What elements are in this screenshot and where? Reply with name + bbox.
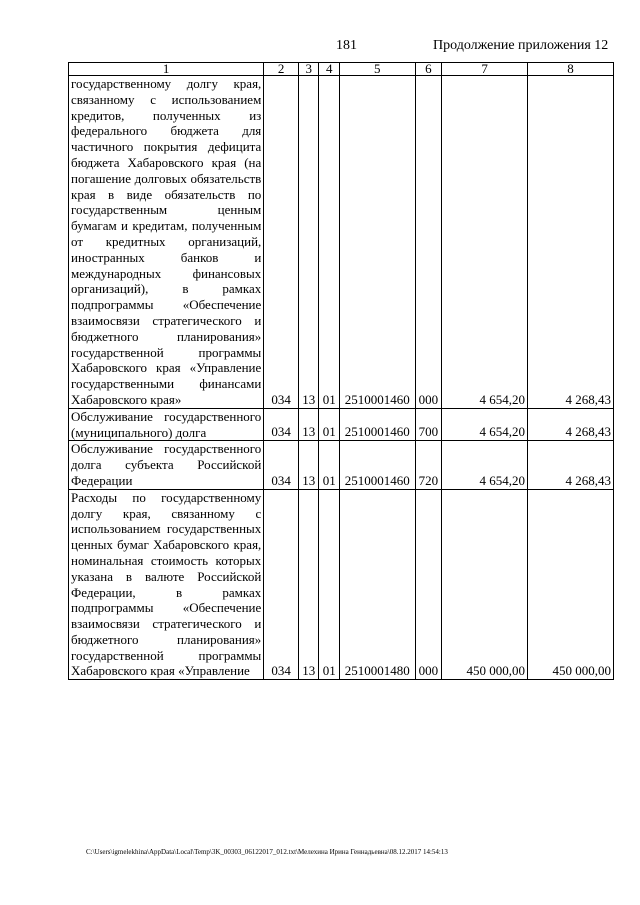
column-header-1: 1 [69,63,264,76]
row-description: Обслуживание государственного долга субъекта Российской Федерации [69,441,264,489]
row-grbs: 034 [264,76,299,409]
file-path-footer: C:\Users\igmelekhina\AppData\Local\Temp\3K_00303_06122017_012.txt\Мелехина Ирина Геннадьевна\08.12.2017 14:54:13 [86,848,448,856]
row-sum-planned: 4 654,20 [442,76,528,409]
row-sum-actual: 4 268,43 [528,441,614,489]
row-sum-actual: 4 268,43 [528,76,614,409]
row-description: Расходы по государственному долгу края, связанному с использованием государственных ценных бумаг Хабаровского края, номинальная стоимость которых указана в валюте Российской Федерации, в рамках подпрограммы «Обеспечение взаимосвязи стратегического и бюджетного планирования» государственной программы Хабаровского края «Управление [69,489,264,680]
row-pr: 01 [319,441,339,489]
row-rz: 13 [299,441,319,489]
column-header-5: 5 [339,63,415,76]
column-header-4: 4 [319,63,339,76]
table-header [69,63,614,76]
row-rz: 13 [299,489,319,680]
row-sum-planned: 450 000,00 [442,489,528,680]
row-rz: 13 [299,408,319,441]
row-description: Обслуживание государственного (муниципального) долга [69,408,264,441]
row-pr: 01 [319,408,339,441]
row-csr: 2510001460 [339,408,415,441]
row-csr: 2510001460 [339,76,415,409]
row-rz: 13 [299,76,319,409]
row-sum-actual: 4 268,43 [528,408,614,441]
row-pr: 01 [319,76,339,409]
row-grbs: 034 [264,408,299,441]
row-sum-planned: 4 654,20 [442,441,528,489]
row-sum-actual: 450 000,00 [528,489,614,680]
row-pr: 01 [319,489,339,680]
table-row [69,76,614,409]
page-number: 181 [336,38,357,53]
column-header-6: 6 [415,63,442,76]
row-vr: 000 [415,489,442,680]
row-sum-planned: 4 654,20 [442,408,528,441]
row-vr: 000 [415,76,442,409]
header-row [69,63,614,76]
row-grbs: 034 [264,441,299,489]
row-csr: 2510001460 [339,441,415,489]
column-header-7: 7 [442,63,528,76]
row-description: государственному долгу края, связанному с использованием кредитов, полученных из федерального бюджета для частичного покрытия дефицита бюджета Хабаровского края (на погашение долговых обязательств края в виде обязательств по государственным ценным бумагам и кредитам, полученным от кредитных организаций, иностранных банков и международных финансовых организаций), в рамках подпрограммы «Обеспечение взаимосвязи стратегического и бюджетного планирования» государственной программы Хабаровского края «Управление государственными финансами Хабаровского края» [69,76,264,409]
column-header-8: 8 [528,63,614,76]
row-csr: 2510001480 [339,489,415,680]
continuation-title: Продолжение приложения 12 [433,38,609,53]
row-grbs: 034 [264,489,299,680]
budget-table [68,62,614,680]
row-vr: 720 [415,441,442,489]
table-row [69,408,614,441]
table-row [69,489,614,680]
column-header-2: 2 [264,63,299,76]
table-row [69,441,614,489]
row-vr: 700 [415,408,442,441]
column-header-3: 3 [299,63,319,76]
